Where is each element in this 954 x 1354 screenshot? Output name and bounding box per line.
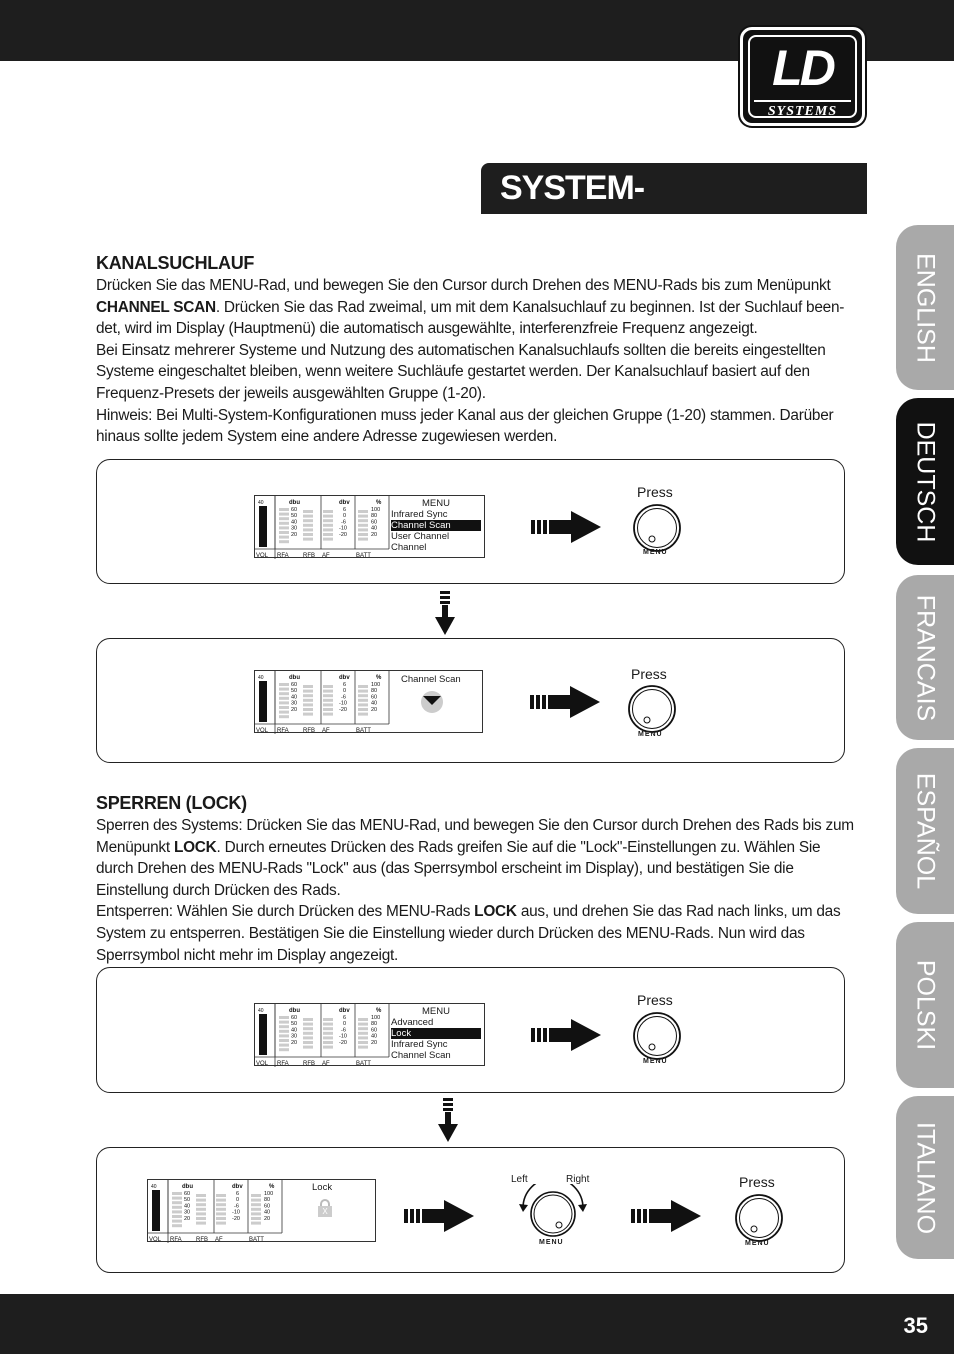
svg-text:-20: -20 <box>339 1039 347 1046</box>
text: Entsperren: Wählen Sie durch Drücken des MENU-Rads <box>96 903 471 921</box>
svg-text:80: 80 <box>264 1197 271 1204</box>
svg-text:0: 0 <box>343 513 347 520</box>
level-meters <box>148 1180 377 1243</box>
svg-text:40: 40 <box>258 500 264 506</box>
svg-text:-20: -20 <box>339 706 347 713</box>
svg-text:100: 100 <box>371 507 381 513</box>
menu-items <box>391 509 481 553</box>
svg-text:dbu: dbu <box>289 500 300 506</box>
page-title-bold: SYSTEM- <box>500 169 645 207</box>
svg-text:40: 40 <box>371 1033 378 1040</box>
tab-italiano[interactable] <box>896 1096 954 1259</box>
diagram-box-4 <box>96 1147 845 1273</box>
svg-text:30: 30 <box>291 1033 298 1040</box>
svg-text:100: 100 <box>264 1191 274 1197</box>
svg-text:AF: AF <box>322 1061 330 1067</box>
paragraph: Bei Einsatz mehrerer Systeme und Nutzung des automatischen Kanalsuchlaufs sollten die bereits eingestellten Systeme eingeschaltet bleiben, wenn weitere Suchläufe gestartet werden. Der Kanalsuchlauf basiert auf den Frequenz-Presets der jeweils ausgewählten Gruppe (1-20). <box>96 341 826 402</box>
svg-text:dbu: dbu <box>289 675 300 681</box>
svg-text:20: 20 <box>291 1039 298 1046</box>
svg-text:%: % <box>269 1184 275 1190</box>
svg-text:-10: -10 <box>232 1209 240 1216</box>
page-number: 35 <box>903 1313 928 1338</box>
section-heading-kanalsuchlauf: KANALSUCHLAUF <box>96 253 255 273</box>
menu-item[interactable]: Infrared Sync <box>391 1039 448 1050</box>
svg-text:20: 20 <box>291 706 298 713</box>
arrow-right-icon <box>531 1017 603 1053</box>
tab-italiano-label: ITALIANO <box>911 1121 940 1234</box>
svg-text:60: 60 <box>184 1191 191 1197</box>
menu-knob-icon <box>632 1011 682 1061</box>
svg-text:dbv: dbv <box>339 500 350 506</box>
tab-espanol[interactable] <box>896 748 954 914</box>
svg-text:40: 40 <box>371 700 378 707</box>
paragraph <box>96 901 858 966</box>
svg-text:100: 100 <box>371 1015 381 1021</box>
text: . Drücken Sie das Rad zweimal, um mit dem Kanalsuchlauf zu beginnen. Ist der Suchlauf been-det, wird im Display (Hauptmenü) die automatisch ausgewählte, interferenzfreie Frequenz angezeigt. <box>96 298 845 338</box>
svg-text:%: % <box>376 1008 382 1014</box>
svg-text:40: 40 <box>151 1184 157 1190</box>
svg-text:RFA: RFA <box>277 553 289 559</box>
svg-text:20: 20 <box>371 706 378 713</box>
text: Sperren des Systems: Drücken Sie das MENU-Rad, und bewegen Sie den Cursor durch Drehen des Rads bis zum Menüpunkt <box>96 817 854 856</box>
page-title-light: EINSTELLUNGEN: <box>500 220 779 258</box>
text: aus, und drehen Sie das Rad nach links, um das System zu entsperren. Bestätigen Sie die Einstellung wieder durch Drücken des MENU-Rads. Nun wird das Sperrsymbol nicht mehr im Display angezeigt. <box>96 903 841 964</box>
menu-item[interactable]: Channel <box>391 542 427 553</box>
paragraph: Hinweis: Bei Multi-System-Konfigurationen muss jeder Kanal aus der gleichen Gruppe (1-20) stammen. Darüber hinaus sollte jedem System eine andere Adresse zugewiesen werden. <box>96 406 834 446</box>
menu-item[interactable]: Channel Scan <box>391 1050 451 1061</box>
arrow-right-icon <box>531 509 603 545</box>
svg-text:40: 40 <box>291 519 298 526</box>
svg-text:%: % <box>376 675 382 681</box>
menu-item[interactable]: Advanced <box>391 1017 434 1028</box>
rotate-knob-icon <box>517 1184 589 1238</box>
svg-text:6: 6 <box>343 682 347 688</box>
press-label: Press <box>631 666 667 682</box>
tab-deutsch-label: DEUTSCH <box>911 421 940 542</box>
svg-text:BATT: BATT <box>356 553 371 559</box>
svg-text:-6: -6 <box>341 694 346 701</box>
svg-text:-20: -20 <box>232 1215 240 1222</box>
lock-icon <box>317 1198 333 1218</box>
svg-text:VOL: VOL <box>256 1061 269 1067</box>
svg-text:20: 20 <box>291 531 298 538</box>
svg-text:40: 40 <box>371 525 378 532</box>
menu-item[interactable]: Infrared Sync <box>391 509 448 520</box>
svg-text:-10: -10 <box>339 525 347 532</box>
svg-text:RFB: RFB <box>303 1061 315 1067</box>
left-label: Left <box>511 1174 528 1185</box>
svg-text:BATT: BATT <box>356 1061 371 1067</box>
lock-title: Lock <box>312 1182 333 1193</box>
svg-text:40: 40 <box>184 1203 191 1210</box>
svg-text:60: 60 <box>291 1015 298 1021</box>
svg-text:AF: AF <box>322 728 330 734</box>
arrow-right-icon <box>631 1198 703 1234</box>
press-label: Press <box>637 992 673 1008</box>
diagram-box-3 <box>96 967 845 1093</box>
menu-list <box>391 498 481 553</box>
tab-polski[interactable] <box>896 922 954 1088</box>
ld-systems-logo <box>740 27 865 126</box>
svg-text:50: 50 <box>184 1197 191 1204</box>
section-body-sperren <box>96 815 858 966</box>
paragraph <box>96 815 858 901</box>
svg-text:30: 30 <box>184 1209 191 1216</box>
tab-english-label: ENGLISH <box>911 252 940 363</box>
tab-francais-label: FRANCAIS <box>911 594 940 721</box>
bold-term: LOCK <box>474 903 517 921</box>
diagram-box-1 <box>96 459 845 584</box>
svg-text:-6: -6 <box>234 1203 239 1210</box>
svg-text:RFA: RFA <box>277 1061 289 1067</box>
svg-text:-10: -10 <box>339 700 347 707</box>
text: . Durch erneutes Drücken des Rads greifen Sie auf die "Lock"-Einstellungen zu. Wählen Sie durch Drehen des MENU-Rads "Lock" aus (das Sperrsymbol erscheint im Display), und bestätigen Sie die Einstellung durch Drücken des Rads. <box>96 838 821 899</box>
svg-text:60: 60 <box>291 682 298 688</box>
svg-text:-6: -6 <box>341 1027 346 1034</box>
svg-text:30: 30 <box>291 700 298 707</box>
menu-item[interactable]: Lock <box>391 1028 481 1039</box>
channel-scan-title: Channel Scan <box>401 674 461 685</box>
text: Drücken Sie das MENU-Rad, und bewegen Sie den Cursor durch Drehen des MENU-Rads bis zum Menüpunkt <box>96 277 831 294</box>
knob-menu-label: MENU <box>539 1239 564 1246</box>
scan-progress-icon <box>420 690 444 714</box>
svg-text:VOL: VOL <box>256 553 269 559</box>
menu-knob-icon <box>734 1193 784 1243</box>
svg-text:-20: -20 <box>339 531 347 538</box>
svg-text:30: 30 <box>291 525 298 532</box>
svg-text:0: 0 <box>343 688 347 695</box>
svg-text:50: 50 <box>291 1021 298 1028</box>
knob-menu-label: MENU <box>638 731 663 738</box>
svg-text:RFA: RFA <box>170 1237 182 1243</box>
svg-text:VOL: VOL <box>149 1237 162 1243</box>
menu-knob-icon <box>632 503 682 553</box>
press-label: Press <box>637 484 673 500</box>
paragraph <box>96 275 858 340</box>
svg-text:-6: -6 <box>341 519 346 526</box>
svg-text:6: 6 <box>343 507 347 513</box>
svg-text:20: 20 <box>184 1215 191 1222</box>
svg-text:AF: AF <box>322 553 330 559</box>
lock-mark: X <box>322 1207 328 1216</box>
svg-text:RFB: RFB <box>303 553 315 559</box>
menu-list <box>391 1006 481 1061</box>
bold-term: LOCK <box>173 838 217 856</box>
svg-text:40: 40 <box>291 694 298 701</box>
lcd-display <box>147 1179 376 1242</box>
svg-text:6: 6 <box>236 1191 240 1197</box>
tab-espanol-label: ESPAÑOL <box>911 772 940 890</box>
menu-title: MENU <box>422 498 450 509</box>
svg-text:80: 80 <box>371 513 378 520</box>
svg-text:60: 60 <box>371 1027 378 1034</box>
svg-text:AF: AF <box>215 1237 223 1243</box>
svg-text:dbv: dbv <box>339 675 350 681</box>
page-title <box>481 163 867 258</box>
arrow-down-icon <box>433 591 457 636</box>
knob-menu-label: MENU <box>643 1058 668 1065</box>
svg-text:dbu: dbu <box>182 1184 193 1190</box>
menu-item[interactable]: Channel Scan <box>391 520 481 531</box>
tab-polski-label: POLSKI <box>911 959 940 1051</box>
svg-text:50: 50 <box>291 513 298 520</box>
arrow-right-icon <box>530 684 602 720</box>
press-label: Press <box>739 1174 775 1190</box>
knob-menu-label: MENU <box>745 1240 770 1247</box>
svg-text:VOL: VOL <box>256 728 269 734</box>
svg-text:RFB: RFB <box>196 1237 208 1243</box>
svg-text:BATT: BATT <box>356 728 371 734</box>
svg-text:60: 60 <box>371 694 378 701</box>
bottom-bar <box>0 1294 954 1354</box>
tab-francais[interactable] <box>896 575 954 740</box>
svg-text:40: 40 <box>258 1008 264 1014</box>
svg-text:20: 20 <box>371 531 378 538</box>
svg-text:40: 40 <box>258 675 264 681</box>
bold-term: CHANNEL SCAN <box>96 298 216 316</box>
svg-text:-10: -10 <box>339 1033 347 1040</box>
section-body-kanalsuchlauf <box>96 275 858 448</box>
menu-title: MENU <box>422 1006 450 1017</box>
section-heading-sperren: SPERREN (LOCK) <box>96 793 247 813</box>
menu-item[interactable]: User Channel <box>391 531 450 542</box>
right-label: Right <box>566 1174 590 1185</box>
svg-text:BATT: BATT <box>249 1237 264 1243</box>
svg-text:dbu: dbu <box>289 1008 300 1014</box>
svg-text:80: 80 <box>371 1021 378 1028</box>
svg-text:40: 40 <box>291 1027 298 1034</box>
menu-items <box>391 1017 481 1061</box>
svg-text:60: 60 <box>371 519 378 526</box>
logo-ld-text: LD <box>772 40 833 96</box>
tab-deutsch[interactable] <box>896 398 954 565</box>
svg-text:dbv: dbv <box>232 1184 243 1190</box>
arrow-down-icon <box>436 1098 460 1143</box>
svg-text:60: 60 <box>291 507 298 513</box>
arrow-right-icon <box>404 1198 476 1234</box>
svg-text:20: 20 <box>264 1215 271 1222</box>
svg-text:0: 0 <box>236 1197 240 1204</box>
svg-text:40: 40 <box>264 1209 271 1216</box>
svg-text:20: 20 <box>371 1039 378 1046</box>
svg-text:100: 100 <box>371 682 381 688</box>
knob-menu-label: MENU <box>643 549 668 556</box>
svg-text:dbv: dbv <box>339 1008 350 1014</box>
svg-text:RFA: RFA <box>277 728 289 734</box>
tab-english[interactable] <box>896 225 954 390</box>
menu-knob-icon <box>627 684 677 734</box>
logo-systems-text: SYSTEMS <box>754 100 851 120</box>
svg-text:%: % <box>376 500 382 506</box>
svg-text:50: 50 <box>291 688 298 695</box>
svg-text:80: 80 <box>371 688 378 695</box>
svg-text:0: 0 <box>343 1021 347 1028</box>
svg-text:60: 60 <box>264 1203 271 1210</box>
diagram-box-2 <box>96 638 845 763</box>
svg-text:6: 6 <box>343 1015 347 1021</box>
svg-text:RFB: RFB <box>303 728 315 734</box>
